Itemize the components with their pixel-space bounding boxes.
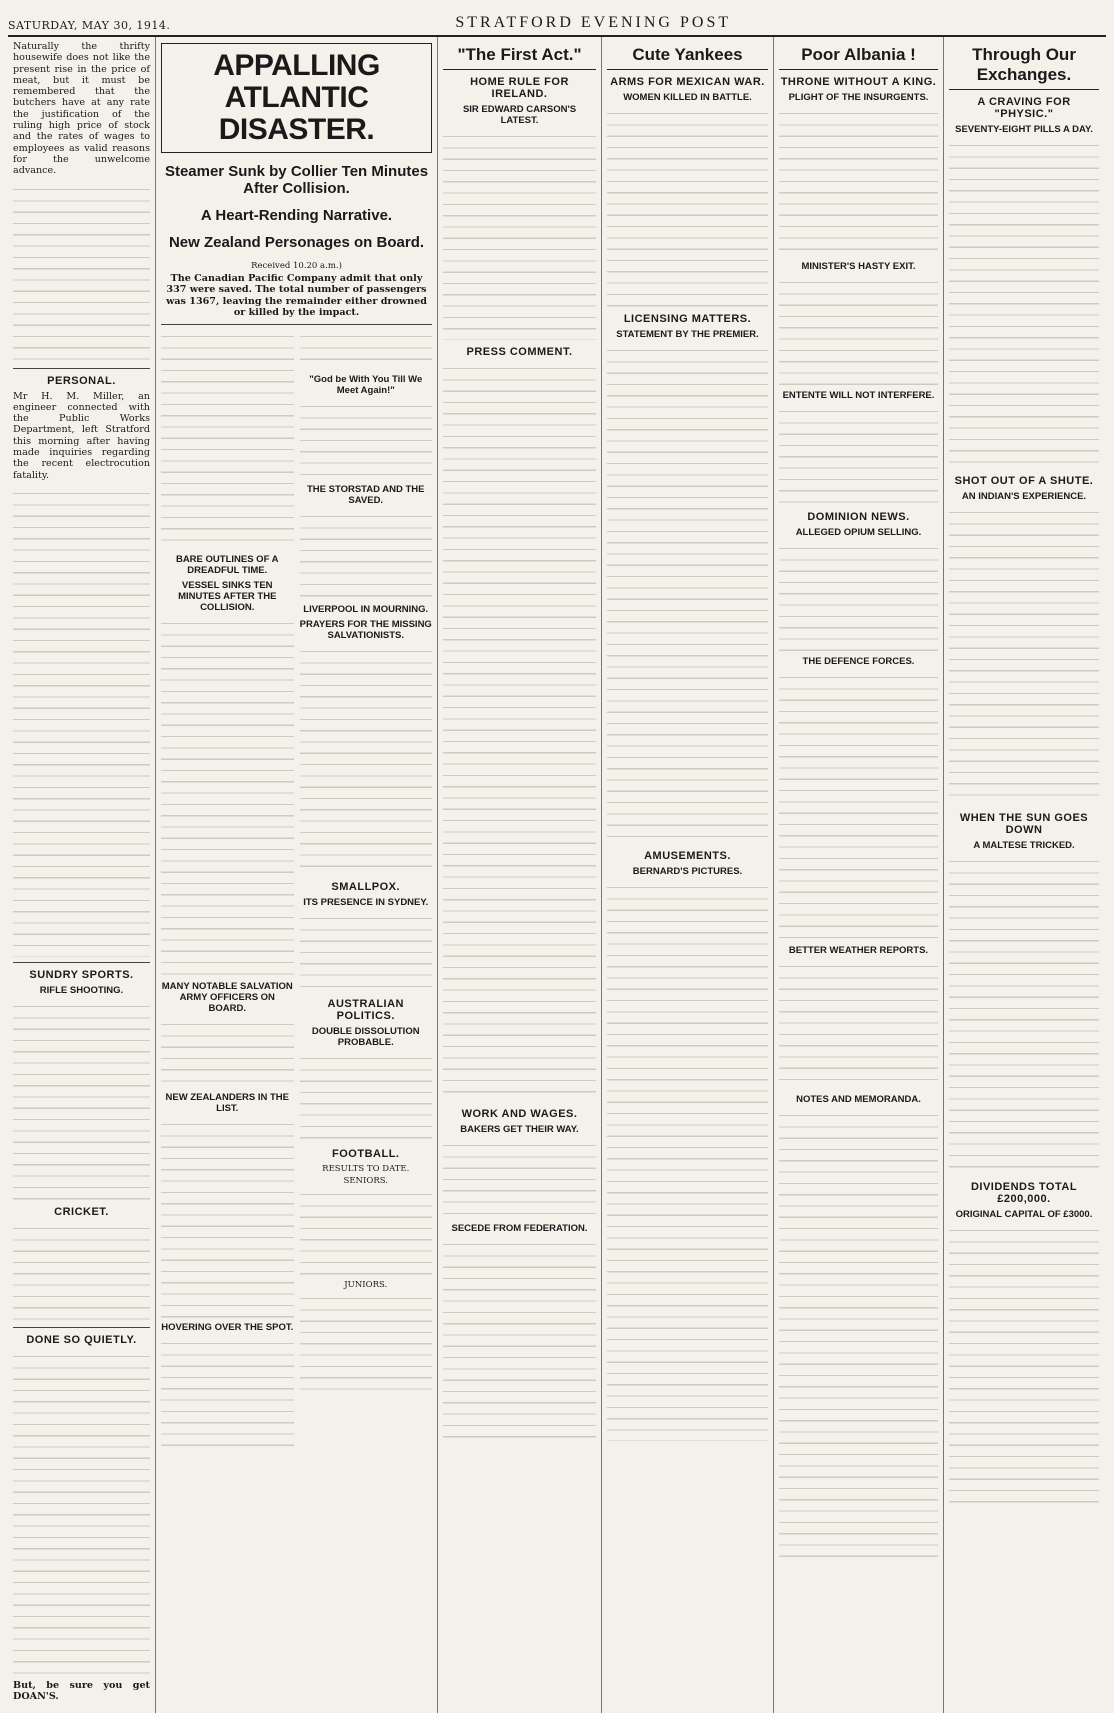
dividends-heading: DIVIDENDS TOTAL £200,000. [970,1181,1078,1205]
bare-outlines-heading: BARE OUTLINES OF A DREADFUL TIME. [175,554,279,577]
footer-line: But, be sure you get DOAN'S. [13,1679,150,1703]
entente-heading: ENTENTE WILL NOT INTERFERE. [782,390,935,401]
mexican-war-heading: ARMS FOR MEXICAN WAR. [610,76,765,88]
licensing-heading: LICENSING MATTERS. [623,313,752,325]
deck-2: A Heart-Rending Narrative. [200,207,393,224]
deck-3: New Zealand Personages on Board. [168,234,425,251]
personal-heading: PERSONAL. [47,374,116,387]
sun-goes-down-heading: WHEN THE SUN GOES DOWN [959,812,1089,836]
results-heading: RESULTS TO DATE. [322,1164,410,1175]
done-quietly-heading: DONE SO QUIETLY. [26,1333,137,1346]
press-comment-heading: PRESS COMMENT. [466,346,573,358]
cricket-heading: CRICKET. [54,1205,109,1218]
insurgents-heading: PLIGHT OF THE INSURGENTS. [788,92,929,103]
right-subcol [300,330,433,1447]
hovering-heading: HOVERING OVER THE SPOT. [161,1322,294,1334]
throne-heading: THRONE WITHOUT A KING. [780,76,937,88]
pills-heading: SEVENTY-EIGHT PILLS A DAY. [955,124,1093,135]
nz-list-heading: NEW ZEALANDERS IN THE LIST. [165,1092,289,1115]
text-block [13,183,150,363]
newspaper-title: STRATFORD EVENING POST [455,14,732,31]
smallpox-subheading: ITS PRESENCE IN SYDNEY. [303,897,429,909]
bakers-heading: BAKERS GET THEIR WAY. [460,1124,579,1135]
carson-heading: SIR EDWARD CARSON'S LATEST. [462,104,577,126]
maltese-heading: A MALTESE TRICKED. [973,840,1075,851]
australian-politics-heading: AUSTRALIAN POLITICS. [327,998,404,1023]
column-5 [774,37,944,1713]
sundry-sports-heading: SUNDRY SPORTS. [29,968,134,981]
personal-paragraph: Mr H. M. Miller, an engineer connected with the Public Works Department, left Stratford this morning after having made inquiries regarding the recent electrocution fatality. [13,390,150,481]
god-be-with-you-heading: "God be With You Till We Meet Again!" [309,374,423,397]
text-block [13,487,150,957]
dominion-news-heading: DOMINION NEWS. [807,511,910,523]
deck-1: Steamer Sunk by Collier Ten Minutes After Collision. [164,163,429,197]
notes-memoranda-heading: NOTES AND MEMORANDA. [796,1094,921,1105]
column-3 [438,37,602,1713]
storstad-heading: THE STORSTAD AND THE SAVED. [306,484,425,507]
seniors-label: SENIORS. [343,1176,388,1187]
prayers-heading: PRAYERS FOR THE MISSING SALVATIONISTS. [299,619,432,642]
shute-heading: SHOT OUT OF A SHUTE. [954,475,1094,487]
bernards-pictures-heading: BERNARD'S PICTURES. [632,866,743,877]
salvation-heading: MANY NOTABLE SALVATION ARMY OFFICERS ON BOARD. [161,981,293,1015]
physic-heading: A CRAVING FOR "PHYSIC." [977,96,1071,120]
lead-paragraph: The Canadian Pacific Company admit that only 337 were saved. The total number of passengers was 1367, leaving the remainder either drowned or killed by the impact. [166,273,427,318]
text-block [13,1350,150,1680]
opium-heading: ALLEGED OPIUM SELLING. [795,527,922,538]
vessel-sinks-heading: VESSEL SINKS TEN MINUTES AFTER THE COLLISION. [178,580,277,614]
home-rule-heading: HOME RULE FOR IRELAND. [470,76,569,100]
text-block [13,1000,150,1200]
column-1 [8,37,156,1713]
defence-heading: THE DEFENCE FORCES. [802,656,915,667]
exchanges-banner: Through Our Exchanges. [949,41,1099,90]
weather-reports-heading: BETTER WEATHER REPORTS. [788,945,929,956]
first-act-banner: "The First Act." [443,41,596,70]
women-killed-heading: WOMEN KILLED IN BATTLE. [623,92,752,103]
secede-heading: SECEDE FROM FEDERATION. [451,1223,588,1234]
column-2 [156,37,438,1713]
liverpool-heading: LIVERPOOL IN MOURNING. [303,604,429,616]
smallpox-heading: SMALLPOX. [331,881,401,894]
text-block [13,1222,150,1322]
minister-exit-heading: MINISTER'S HASTY EXIT. [801,261,916,272]
columns [8,37,1106,1703]
cute-yankees-banner: Cute Yankees [607,41,768,70]
indian-heading: AN INDIAN'S EXPERIENCE. [961,491,1087,502]
juniors-label: JUNIORS. [344,1280,388,1291]
masthead [8,6,1106,37]
left-subcol [161,330,294,1447]
received-time: Received 10.20 a.m.) [251,261,342,271]
amusements-heading: AMUSEMENTS. [644,850,731,862]
dissolution-heading: DOUBLE DISSOLUTION PROBABLE. [311,1026,420,1049]
football-heading: FOOTBALL. [332,1148,400,1161]
albania-banner: Poor Albania ! [779,41,938,70]
capital-heading: ORIGINAL CAPITAL OF £3000. [955,1209,1093,1220]
issue-date: SATURDAY, MAY 30, 1914. [8,19,171,32]
two-col-split [161,330,432,1447]
column-6 [944,37,1104,1713]
rifle-heading: RIFLE SHOOTING. [39,984,124,996]
intro-paragraph: Naturally the thrifty housewife does not like the present rise in the price of meat, but it must be remembered that the butchers have at any rate the justification of the ruling high price of stock and the rates of wages to employees as valid reasons for the unwelcome advance. [13,41,150,177]
work-wages-heading: WORK AND WAGES. [461,1108,578,1120]
premier-statement-heading: STATEMENT BY THE PREMIER. [616,329,759,340]
main-headline: APPALLING ATLANTIC DISASTER. [161,43,432,153]
column-4 [602,37,774,1713]
